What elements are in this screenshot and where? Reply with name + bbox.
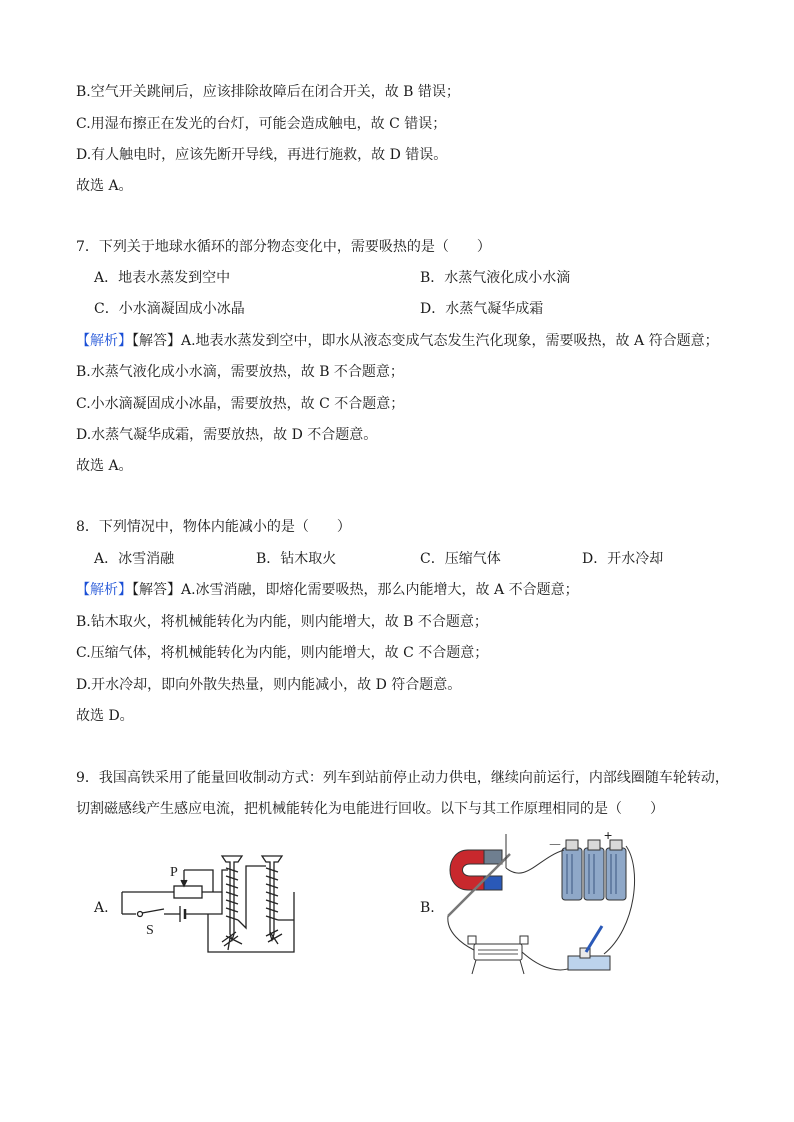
q9-stem-line1: 9．我国高铁采用了能量回收制动方式：列车到站前停止动力供电，继续向前运行，内部线圈随车轮转动， [76,770,729,786]
q9-stem-line2: 切割磁感线产生感应电流，把机械能转化为电能进行回收。以下与其工作原理相同的是（ ） [76,801,664,817]
fig-a-wire-coil-link [238,866,266,928]
q8-conclusion: 故选 D。 [76,708,134,724]
q7-analysis-text: A.地表水蒸发到空中，即水从液态变成气态发生汽化现象，需要吸热，故 A 符合题意； [181,333,719,349]
q7-option-d: D．水蒸气凝华成霜 [420,301,544,317]
fig-a-wire-return [208,892,294,952]
fig-a-wire-battery-right [185,892,222,914]
q8-option-c: C．压缩气体 [420,551,501,567]
fig-b-label: B. [420,900,435,916]
q8-line-b: B.钻木取火，将机械能转化为内能，则内能增大，故 B 不合题意； [76,614,488,630]
q8-stem: 8．下列情况中，物体内能减小的是（ ） [76,519,351,535]
q8-analysis-text: A.冰雪消融，即熔化需要吸热，那么内能增大，故 A 不合题意； [181,582,579,598]
fig-a-wire-rheostat-coil [202,870,228,892]
sol6-conclusion: 故选 A。 [76,178,133,194]
fig-b-apparatus-diagram [440,828,640,988]
fig-b-galvanometer-body [474,944,522,960]
fig-a-label: A. [94,900,109,916]
fig-b-wire-rod-galvanometer [448,916,474,950]
q8-line-c: C.压缩气体，将机械能转化为内能，则内能增大，故 C 不合题意； [76,645,489,661]
q7-analysis-tag: 【解析】 [76,333,132,349]
fig-b-magnet-pole-top [484,850,502,864]
fig-b-battery-pack [562,840,626,900]
q7-analysis-first [76,331,719,351]
fig-a-nail-left [222,856,242,940]
q8-option-d: D．开水冷却 [582,551,664,567]
q8-analysis-first [76,580,579,600]
q7-line-c: C.小水滴凝固成小冰晶，需要放热，故 C 不合题意； [76,396,405,412]
fig-a-slider-wire [184,870,213,892]
fig-a-rheostat [174,886,202,898]
fig-a-coil-right [266,868,278,920]
q7-option-b: B．水蒸气液化成小水滴 [420,270,571,286]
sol6-line-b: B.空气开关跳闸后，应该排除故障后在闭合开关，故 B 错误； [76,84,460,100]
q8-analysis-tag: 【解析】 [76,582,132,598]
q8-answer-tag: 【解答】 [132,582,181,598]
q7-stem: 7．下列关于地球水循环的部分物态变化中，需要吸热的是（ ） [76,239,491,255]
fig-b-minus-label: － [548,837,562,853]
fig-a-pins-left [222,932,242,950]
fig-b-galvanometer-legs [472,960,524,974]
fig-a-nail-right [262,856,282,940]
q7-option-c: C．小水滴凝固成小冰晶 [94,301,245,317]
fig-b-plus-label: + [604,828,613,843]
fig-a-switch-label: S [146,923,154,938]
q7-option-a: A．地表水蒸发到空中 [94,270,231,286]
sol6-line-d: D.有人触电时，应该先断开导线，再进行施救，故 D 错误。 [76,147,448,163]
fig-a-slider-label: P [170,865,178,880]
fig-a-switch-pivot [138,912,143,917]
q8-option-a: A．冰雪消融 [94,551,175,567]
q8-line-d: D.开水冷却，即向外散失热量，则内能减小，故 D 符合题意。 [76,677,462,693]
q7-conclusion: 故选 A。 [76,458,133,474]
fig-b-wire-to-battery [506,850,564,873]
q7-answer-tag: 【解答】 [132,333,181,349]
sol6-line-c: C.用湿布擦正在发光的台灯，可能会造成触电，故 C 错误； [76,116,447,132]
fig-a-switch-blade [142,909,164,913]
fig-a-coil-left [226,868,238,920]
fig-b-wire-galvanometer-switch [522,952,574,970]
fig-b-switch-lever [586,926,602,952]
q8-option-b: B．钻木取火 [256,551,337,567]
q7-line-b: B.水蒸气液化成小水滴，需要放热，故 B 不合题意； [76,364,404,380]
fig-a-circuit-diagram [118,852,318,964]
fig-a-pins-right [266,930,282,944]
q7-line-d: D.水蒸气凝华成霜，需要放热，故 D 不合题意。 [76,427,378,443]
